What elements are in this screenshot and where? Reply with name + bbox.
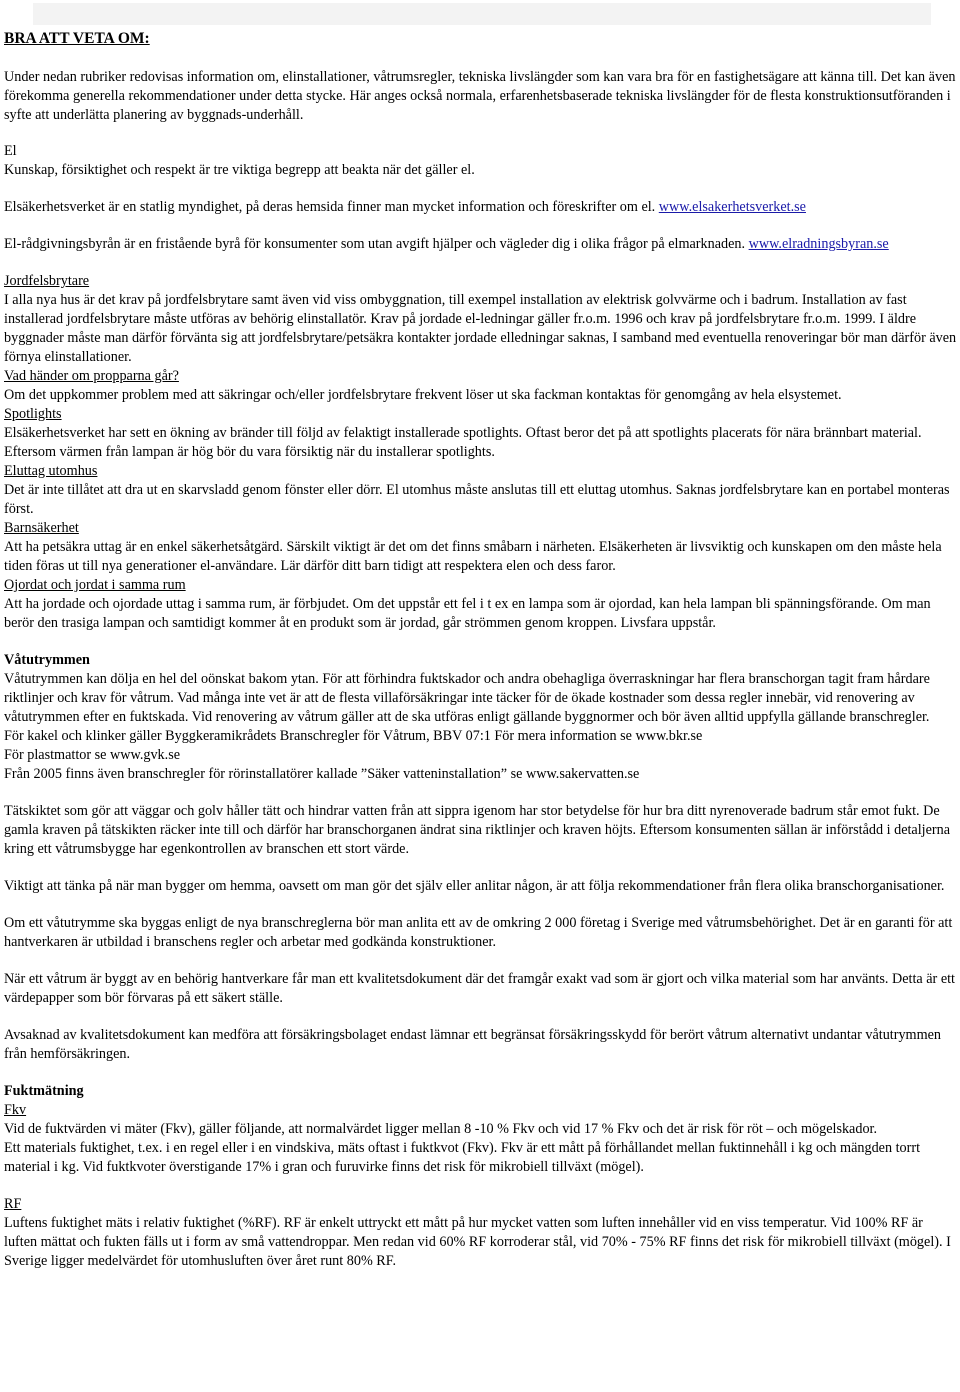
el-paragraph-1: Kunskap, försiktighet och respekt är tre viktiga begrepp att beakta när det gäller el. [4, 162, 475, 178]
intro-paragraph: Under nedan rubriker redovisas information om, elinstallationer, våtrumsregler, tekniska livslängder som kan vara bra för en fastighetsägare att känna till. Det kan även förekomma generella rekommendationer under detta stycke. Här anges också normala, erfarenhetsbaserade tekniska livslängder för de flesta konstruktionsutföranden i syfte att underlätta planering av byggnads-underhåll. [4, 69, 956, 123]
page-heading: BRA ATT VETA OM: [4, 30, 150, 47]
eluttag-title: Eluttag utomhus [4, 463, 98, 479]
vatutrymmen-title: Våtutrymmen [4, 652, 90, 668]
rf-paragraph: Luftens fuktighet mäts i relativ fuktighet (%RF). RF är enkelt uttryckt ett mått på hur mycket vatten som luften innehåller vid en viss temperatur. Vid 100% RF är luften mättat och fukten fälls ut i form av små vattendroppar. Men redan vid 60% RF korroderar stål, vid 70% - 75% RF finns det risk för mikrobiell tillväxt (mögel). I Sverige ligger medelvärdet för utomhusluften över året runt 80% RF. [4, 1215, 951, 1269]
ojordat-text: Att ha jordade och ojordade uttag i samma rum, är förbjudet. Om det uppstår ett fel i t ex en lampa som är ojordad, kan hela lampan bli spänningsförande. Om man berör den trasiga lampan och samtidigt kommer åt en produkt som är jordad, går strömmen genom kroppen. Livsfara uppstår. [4, 596, 931, 631]
rorinstallation-line: Från 2005 finns även branschregler för rörinstallatörer kallade ”Säker vatteninstallation” se www.sakervatten.se [4, 766, 640, 782]
elsakerhetsverket-text: Elsäkerhetsverket är en statlig myndighet, på deras hemsida finner man mycket information och föreskrifter om el. [4, 199, 656, 215]
kvalitetsdokument-paragraph: När ett våtrum är byggt av en behörig hantverkare får man ett kvalitetsdokument där det framgår exakt vad som är gjort och vilka material som har använts. Detta är ett värdepapper som bör förvaras på ett säkert ställe. [4, 971, 955, 1006]
ojordat-title: Ojordat och jordat i samma rum [4, 577, 186, 593]
spotlights-title: Spotlights [4, 406, 62, 422]
elradningsbyran-link[interactable]: www.elradningsbyran.se [748, 236, 889, 252]
vatutrymmen-paragraph-1: Våtutrymmen kan dölja en hel del oönskat bakom ytan. För att förhindra fuktskador och andra obehagliga överraskningar har flera branschorgan tagit fram hårdare riktlinjer och krav för våtrum. Vad många inte vet är att de flesta villaförsäkringar inte täcker för de ökade kostnader som dessa regler innebär, vid renovering av våtutrymmen efter en fuktskada. Vid renovering av våtrum gäller att de ska utföras enligt gällande byggnormer och bör även alltid uppfylla gällande branschregler. [4, 671, 930, 725]
top-bar [33, 3, 931, 25]
jordfelsbrytare-title: Jordfelsbrytare [4, 273, 90, 289]
viktigt-paragraph: Viktigt att tänka på när man bygger om hemma, oavsett om man gör det själv eller anlitar någon, är att följa rekommendationer från flera olika branschorganisationer. [4, 878, 945, 894]
el-paragraph-2 [4, 198, 958, 217]
kakel-line: För kakel och klinker gäller Byggkeramikrådets Branschregler för Våtrum, BBV 07:1 För mera information se www.bkr.se [4, 728, 703, 744]
barnsakerhet-title: Barnsäkerhet [4, 520, 79, 536]
el-paragraph-3 [4, 235, 958, 254]
jordfelsbrytare-text: I alla nya hus är det krav på jordfelsbrytare samt även vid viss ombyggnation, till exempel installation av elektrisk golvvärme och i badrum. Installation av fast installerad jordfelsbrytare måste utföras av behörig elinstallatör. Krav på jordade el-ledningar gäller fr.o.m. 1996 och krav på jordfelsbrytare fr.o.m. 1999. I äldre byggnader måste man därför förvänta sig att jordfelsbrytare/petsäkra kontakter jordade elledningar saknas, I samband med eventuella renoveringar bör man därför även förnya elinstallationer. [4, 292, 957, 365]
proppar-title: Vad händer om propparna går? [4, 368, 179, 384]
proppar-text: Om det uppkommer problem med att säkringar och/eller jordfelsbrytare frekvent löser ut ska fackman kontaktas för genomgång av hela elsystemet. [4, 387, 842, 403]
fkv-paragraph-2: Ett materials fuktighet, t.ex. i en regel eller i en vindskiva, mäts oftast i fuktkvot (Fkv). Fkv är ett mått på förhållandet mellan fuktinnehåll i kg och mängden torrt material i kg. Vid fuktkvoter överstigande 17% i gran och furuvirke finns det risk för mikrobiell tillväxt (mögel). [4, 1140, 921, 1175]
barnsakerhet-text: Att ha petsäkra uttag är en enkel säkerhetsåtgärd. Särskilt viktigt är det om det finns småbarn i närheten. Elsäkerheten är livsviktig och kunskapen om den måste hela tiden föras ut till nya generationer el-användare. Lär därför ditt barn tidigt att respektera elen och dess faror. [4, 539, 942, 574]
avsaknad-paragraph: Avsaknad av kvalitetsdokument kan medföra att försäkringsbolaget endast lämnar ett begränsat försäkringsskydd för berört våtrum alternativt undantar våtutrymmen från hemförsäkringen. [4, 1027, 942, 1062]
plastmattor-line: För plastmattor se www.gvk.se [4, 747, 181, 763]
elradningsbyran-text: El-rådgivningsbyrån är en fristående byrå för konsumenter som utan avgift hjälper och vägleder dig i olika frågor på elmarknaden. [4, 236, 746, 252]
behorighet-paragraph: Om ett våtutrymme ska byggas enligt de nya branschreglerna bör man anlita ett av de omkring 2 000 företag i Sverige med våtrumsbehörighet. Det är en garanti för att hantverkaren är utbildad i branschens regler och arbetar med godkända konstruktioner. [4, 915, 953, 950]
fkv-paragraph-1: Vid de fuktvärden vi mäter (Fkv), gäller följande, att normalvärdet ligger mellan 8 -10 % Fkv och vid 17 % Fkv och det är risk för röt – och mögelskador. [4, 1121, 878, 1137]
fkv-title: Fkv [4, 1102, 27, 1118]
fuktmatning-title: Fuktmätning [4, 1083, 84, 1099]
document-page [4, 29, 958, 1271]
spotlights-text: Elsäkerhetsverket har sett en ökning av bränder till följd av felaktigt installerade spotlights. Oftast beror det på att spotlights placerats för nära brännbart material. Eftersom värmen från lampan är hög bör du vara försiktig när du installerar spotlights. [4, 425, 922, 460]
tatskikt-paragraph: Tätskiktet som gör att väggar och golv håller tätt och hindrar vatten från att sippra igenom har stor betydelse för hur bra ditt nyrenoverade badrum står emot fukt. De gamla kraven på tätskikten räcker inte till och därför har branschorganen ändrat sina riktlinjer och kraven höjts. Eftersom konsumenten sällan är införstådd i detaljerna kring ett våtrumsbygge har egenkontrollen av branschen ett stort värde. [4, 803, 951, 857]
el-section-title: El [4, 143, 17, 159]
elsakerhetsverket-link[interactable]: www.elsakerhetsverket.se [658, 199, 806, 215]
eluttag-text: Det är inte tillåtet att dra ut en skarvsladd genom fönster eller dörr. El utomhus måste anslutas till ett eluttag utomhus. Saknas jordfelsbrytare kan en portabel monteras först. [4, 482, 950, 517]
rf-title: RF [4, 1196, 22, 1212]
